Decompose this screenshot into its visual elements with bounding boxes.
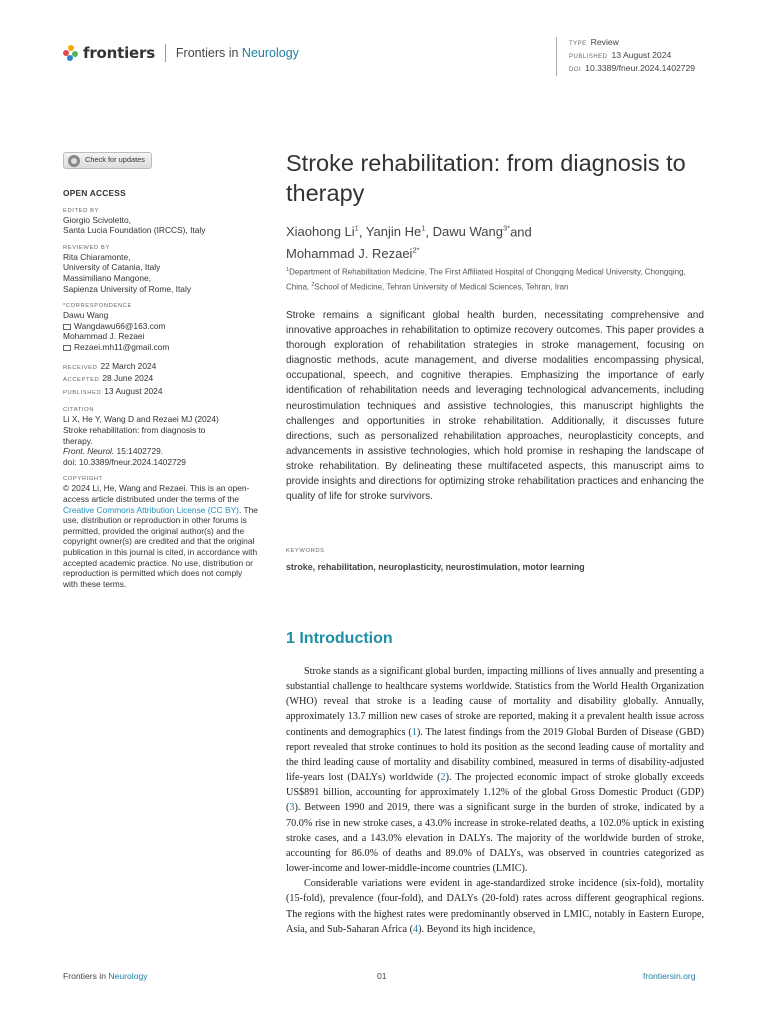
edited-by-label: EDITED BY bbox=[63, 207, 100, 214]
corr-email: Rezaei.mh11@gmail.com bbox=[74, 342, 170, 353]
reviewer-affil: University of Catania, Italy bbox=[63, 262, 161, 273]
section-heading: 1 Introduction bbox=[286, 630, 393, 647]
check-updates-icon bbox=[68, 155, 80, 167]
body-text bbox=[286, 664, 704, 937]
keywords-label: KEYWORDS bbox=[286, 548, 325, 554]
check-updates-label: Check for updates bbox=[85, 155, 145, 165]
open-access-label: OPEN ACCESS bbox=[63, 188, 126, 199]
corr-name: Mohammad J. Rezaei bbox=[63, 331, 145, 342]
reference-link[interactable]: 3 bbox=[289, 802, 295, 814]
author[interactable]: Mohammad J. Rezaei$^{2*}$ bbox=[286, 245, 420, 261]
reviewed-by bbox=[63, 252, 258, 294]
license-link[interactable]: Creative Commons Attribution License (CC BY) bbox=[63, 504, 239, 515]
journal-accent: Neurology bbox=[241, 46, 299, 60]
dates bbox=[63, 361, 258, 399]
page-header bbox=[63, 40, 299, 66]
published-value: 13 August 2024 bbox=[611, 50, 672, 60]
doi-value[interactable]: 10.3389/fneur.2024.1402729 bbox=[585, 63, 696, 73]
published-label: PUBLISHED bbox=[63, 389, 102, 396]
affiliations: $^1$Department of Rehabilitation Medicine, The First Affiliated Hospital of Chongqing Medical University, Chongqing, China, $^2$School of Medicine, Tehran University of Medical Sciences, Tehran, Iran bbox=[286, 267, 686, 292]
reviewed-by-label: REVIEWED BY bbox=[63, 244, 110, 251]
reviewer-affil: Sapienza University of Rome, Italy bbox=[63, 283, 192, 294]
author[interactable]: Dawu Wang$^{3*}$ bbox=[432, 224, 511, 240]
corr-email: Wangdawu66@163.com bbox=[74, 320, 166, 331]
author-list: Xiaohong Li$^1$, Yanjin He$^1$, Dawu Wang$^{3*}$and Mohammad J. Rezaei$^{2*}$ bbox=[286, 224, 532, 261]
frontiers-logo-icon bbox=[63, 45, 79, 61]
reviewer-name: Rita Chiaramonte, bbox=[63, 251, 131, 262]
footer-site-link[interactable]: frontiersin.org bbox=[643, 971, 696, 981]
paragraph: Stroke stands as a significant global burden, impacting millions of lives annually and presenting a substantial challenge to healthcare systems worldwide. Statistics from the World Health Organization (WHO) reveal that stroke is a leading cause of mortality and disability globally. Annually, approximately 13.7 million new cases of stroke are reported, making it a prevalent health issue across continents and demographics (1). The latest findings from the 2019 Global Burden of Disease (GBD) report revealed that stroke continues to hold its position as the second leading cause of mortality and the third leading cause of mortality and disability combined, measured in terms of disability-adjusted life-years lost (DALYs) worldwide (2). The projected economic impact of stroke globally exceeds US$891 billion, accounting for approximately 1.12% of the global Gross Domestic Product (GDP) (3). Between 1990 and 2019, there was a significant surge in the burden of stroke, indicated by a 70.0% rise in new stroke cases, a 43.0% increase in stroke-related deaths, a 102.0% uptick in existing stroke cases, and a 143.0% elevation in DALYs. The majority of the worldwide burden of stroke, accounting for 86.0% of deaths and 89.0% of DALYs, was observed in countries categorized as lower-income and lower-middle-income countries (LMIC). bbox=[286, 666, 705, 875]
copyright-text: . The use, distribution or reproduction in other forums is permitted, provided the original author(s) and the copyright owner(s) are credited and that the original publication in this journal is cited, in accordance with accepted academic practice. No use, distribution or reproduction is permitted which does not comply with these terms. bbox=[63, 504, 258, 589]
check-for-updates-button[interactable] bbox=[63, 152, 152, 169]
footer-journal[interactable]: Frontiers in Neurology bbox=[63, 971, 148, 981]
editor-affil: Santa Lucia Foundation (IRCCS), Italy bbox=[63, 225, 206, 236]
author[interactable]: Xiaohong Li$^1$ bbox=[286, 224, 359, 240]
abstract: Stroke remains a significant global health burden, necessitating comprehensive and innovative approaches in rehabilitation to optimize recovery outcomes. This paper provides a thorough exploration of rehabilitation strategies in stroke management, focusing on diagnostic methods, acute management, and diverse modalities encompassing physical, occupational, speech, and cognitive therapies. Emphasizing the importance of early identification of rehabilitation needs and leveraging technological advancements, including neurostimulation techniques and assistive technologies, this manuscript highlights the challenges and opportunities in stroke rehabilitation. Additionally, it discusses future directions, such as personalized rehabilitation approaches, neuroplasticity concepts, and advancements in assistive technologies, which hold promise in reshaping the landscape of stroke rehabilitation. By delineating these multifaceted aspects, this manuscript aims to provide insights and directions for optimizing stroke rehabilitation practices and enhancing the quality of life for stroke survivors. bbox=[286, 310, 705, 503]
citation-journal: Front. Neurol. bbox=[63, 446, 115, 457]
mail-icon bbox=[63, 345, 71, 351]
page-number: 01 bbox=[377, 971, 387, 981]
correspondence-label: *CORRESPONDENCE bbox=[63, 303, 132, 310]
reference-link[interactable]: 1 bbox=[411, 726, 417, 738]
sidebar bbox=[63, 152, 258, 589]
received-label: RECEIVED bbox=[63, 364, 98, 371]
received-date: 22 March 2024 bbox=[100, 360, 157, 371]
journal-name[interactable] bbox=[176, 46, 299, 60]
accepted-label: ACCEPTED bbox=[63, 377, 100, 384]
accepted-date: 28 June 2024 bbox=[102, 373, 154, 384]
correspondence bbox=[63, 310, 258, 352]
edited-by bbox=[63, 215, 258, 236]
corr-email-row[interactable] bbox=[63, 321, 258, 332]
article-title: Stroke rehabilitation: from diagnosis to therapy bbox=[286, 150, 686, 206]
editor-name: Giorgio Scivoletto, bbox=[63, 214, 131, 225]
author[interactable]: Yanjin He$^1$ bbox=[365, 224, 426, 240]
type-label: TYPE bbox=[569, 41, 587, 47]
citation-label: CITATION bbox=[63, 407, 94, 414]
frontiers-logo[interactable] bbox=[63, 44, 155, 62]
citation-line: Stroke rehabilitation: from diagnosis to bbox=[63, 425, 206, 435]
logo-text: frontiers bbox=[83, 44, 155, 62]
copyright-label: COPYRIGHT bbox=[63, 476, 103, 483]
mail-icon bbox=[63, 324, 71, 330]
doi-label: DOI bbox=[569, 67, 582, 73]
citation-line: Li X, He Y, Wang D and Rezaei MJ (2024) bbox=[63, 414, 219, 425]
citation-volume: 15:1402729. bbox=[114, 446, 164, 457]
header-divider bbox=[165, 44, 166, 62]
citation-doi[interactable]: doi: 10.3389/fneur.2024.1402729 bbox=[63, 456, 186, 467]
published-label: PUBLISHED bbox=[569, 54, 608, 60]
article-meta bbox=[556, 37, 695, 76]
published-date: 13 August 2024 bbox=[104, 385, 163, 396]
keywords: stroke, rehabilitation, neuroplasticity, neurostimulation, motor learning bbox=[286, 562, 585, 572]
type-value: Review bbox=[590, 37, 619, 47]
reference-link[interactable]: 4 bbox=[413, 923, 419, 935]
journal-prefix: Frontiers in bbox=[175, 46, 242, 60]
reference-link[interactable]: 2 bbox=[440, 772, 446, 784]
corr-name: Dawu Wang bbox=[63, 310, 109, 321]
copyright bbox=[63, 483, 258, 589]
reviewer-name: Massimiliano Mangone, bbox=[63, 273, 151, 284]
copyright-text: © 2024 Li, He, Wang and Rezaei. This is an open-access article distributed under the terms of the bbox=[63, 483, 250, 504]
citation bbox=[63, 414, 258, 467]
citation-line: therapy. bbox=[63, 435, 93, 446]
corr-email-row[interactable] bbox=[63, 342, 258, 353]
paragraph: Considerable variations were evident in age-standardized stroke incidence (six-fold), mortality (15-fold), prevalence (four-fold), and DALYs (20-fold) rates across different geographical regions. The regions with the highest rates were predominantly observed in LMIC, notably in Eastern Europe, Asia, and Sub-Saharan Africa (4). Beyond its high incidence, bbox=[286, 878, 704, 935]
